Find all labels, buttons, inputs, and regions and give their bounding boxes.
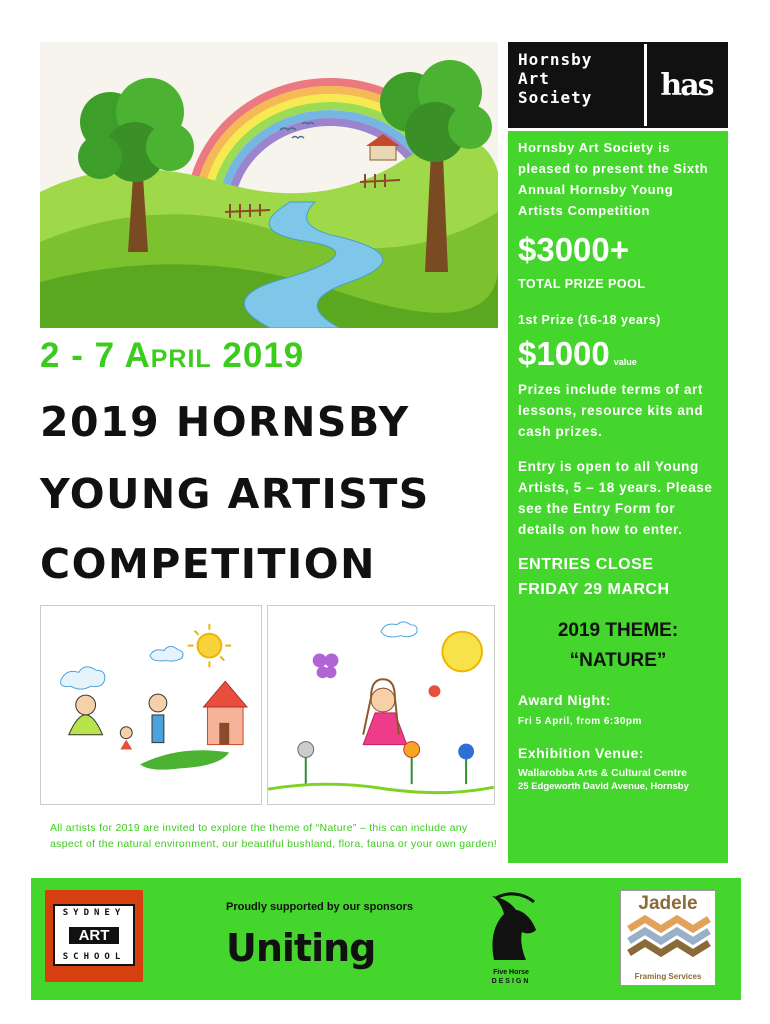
logo-line-2: Art <box>518 69 550 88</box>
headline-line-2: YOUNG ARTISTS <box>40 470 430 518</box>
theme-invitation-text: All artists for 2019 are invited to explore the theme of “Nature” – this can include any aspect of the natural environment, our beautiful bushland, flora, fauna or your own garden! <box>50 822 497 850</box>
venue-address: 25 Edgeworth David Avenue, Hornsby <box>518 781 689 792</box>
child-drawing-family <box>40 605 262 805</box>
theme-block <box>518 616 718 676</box>
logo-wordmark <box>510 44 644 126</box>
chevron-pattern-icon <box>621 915 715 959</box>
logo-mark-text: has <box>660 67 713 103</box>
hero-landscape-image <box>40 42 498 328</box>
entries-close-line-2: FRIDAY 29 MARCH <box>518 581 670 598</box>
sas-bottom-text: SCHOOL <box>62 952 126 962</box>
sponsors-label: Proudly supported by our sponsors <box>226 901 414 913</box>
info-side-panel <box>508 131 728 863</box>
prize-pool-amount: $3000+ <box>518 231 630 268</box>
five-horse-design-logo <box>480 890 542 986</box>
event-dates: 2 - 7 April 2019 <box>40 336 305 375</box>
logo-has-mark <box>644 44 726 126</box>
first-prize-amount: $1000 <box>518 335 610 372</box>
sas-art-text: ART <box>69 927 120 944</box>
sydney-art-school-logo <box>45 890 143 982</box>
logo-line-3: Society <box>518 88 593 107</box>
logo-line-1: Hornsby <box>518 50 593 69</box>
first-prize-label: 1st Prize (16-18 years) <box>518 313 661 327</box>
five-horse-caption <box>480 968 542 986</box>
award-night-detail: Fri 5 April, from 6:30pm <box>518 716 642 727</box>
entries-close-line-1: ENTRIES CLOSE <box>518 556 654 573</box>
sas-top-text: SYDNEY <box>62 908 126 918</box>
entries-close <box>518 552 718 602</box>
uniting-logo: Uniting <box>226 926 376 970</box>
prize-pool-label: TOTAL PRIZE POOL <box>518 277 646 291</box>
five-horse-line-1: Five Horse <box>493 969 529 976</box>
jadele-name: Jadele <box>638 893 698 914</box>
theme-line-1: 2019 THEME: <box>557 620 679 641</box>
venue-title: Exhibition Venue: <box>518 745 644 761</box>
horse-head-icon <box>480 890 542 962</box>
intro-text: Hornsby Art Society is pleased to present the Sixth Annual Hornsby Young Artists Competition <box>518 140 709 218</box>
venue-name: Wallarobba Arts & Cultural Centre <box>518 767 687 779</box>
prizes-text: Prizes include terms of art lessons, resource kits and cash prizes. <box>518 382 704 439</box>
child-drawing-nature-girl <box>267 605 495 805</box>
sas-logo-frame <box>53 904 135 966</box>
headline-line-3: COMPETITION <box>40 540 376 588</box>
first-prize-row <box>518 335 718 373</box>
entry-text: Entry is open to all Young Artists, 5 – 18 years. Please see the Entry Form for details on how to enter. <box>518 459 713 537</box>
headline-line-1: 2019 HORNSBY <box>40 398 410 446</box>
award-night-title: Award Night: <box>518 692 611 708</box>
five-horse-line-2: DESIGN <box>491 978 531 985</box>
first-prize-value-word: value <box>613 357 637 367</box>
hornsby-art-society-logo <box>508 42 728 128</box>
jadele-framing-logo <box>620 890 716 986</box>
theme-line-2: “NATURE” <box>569 650 667 671</box>
jadele-caption: Framing Services <box>634 972 702 981</box>
